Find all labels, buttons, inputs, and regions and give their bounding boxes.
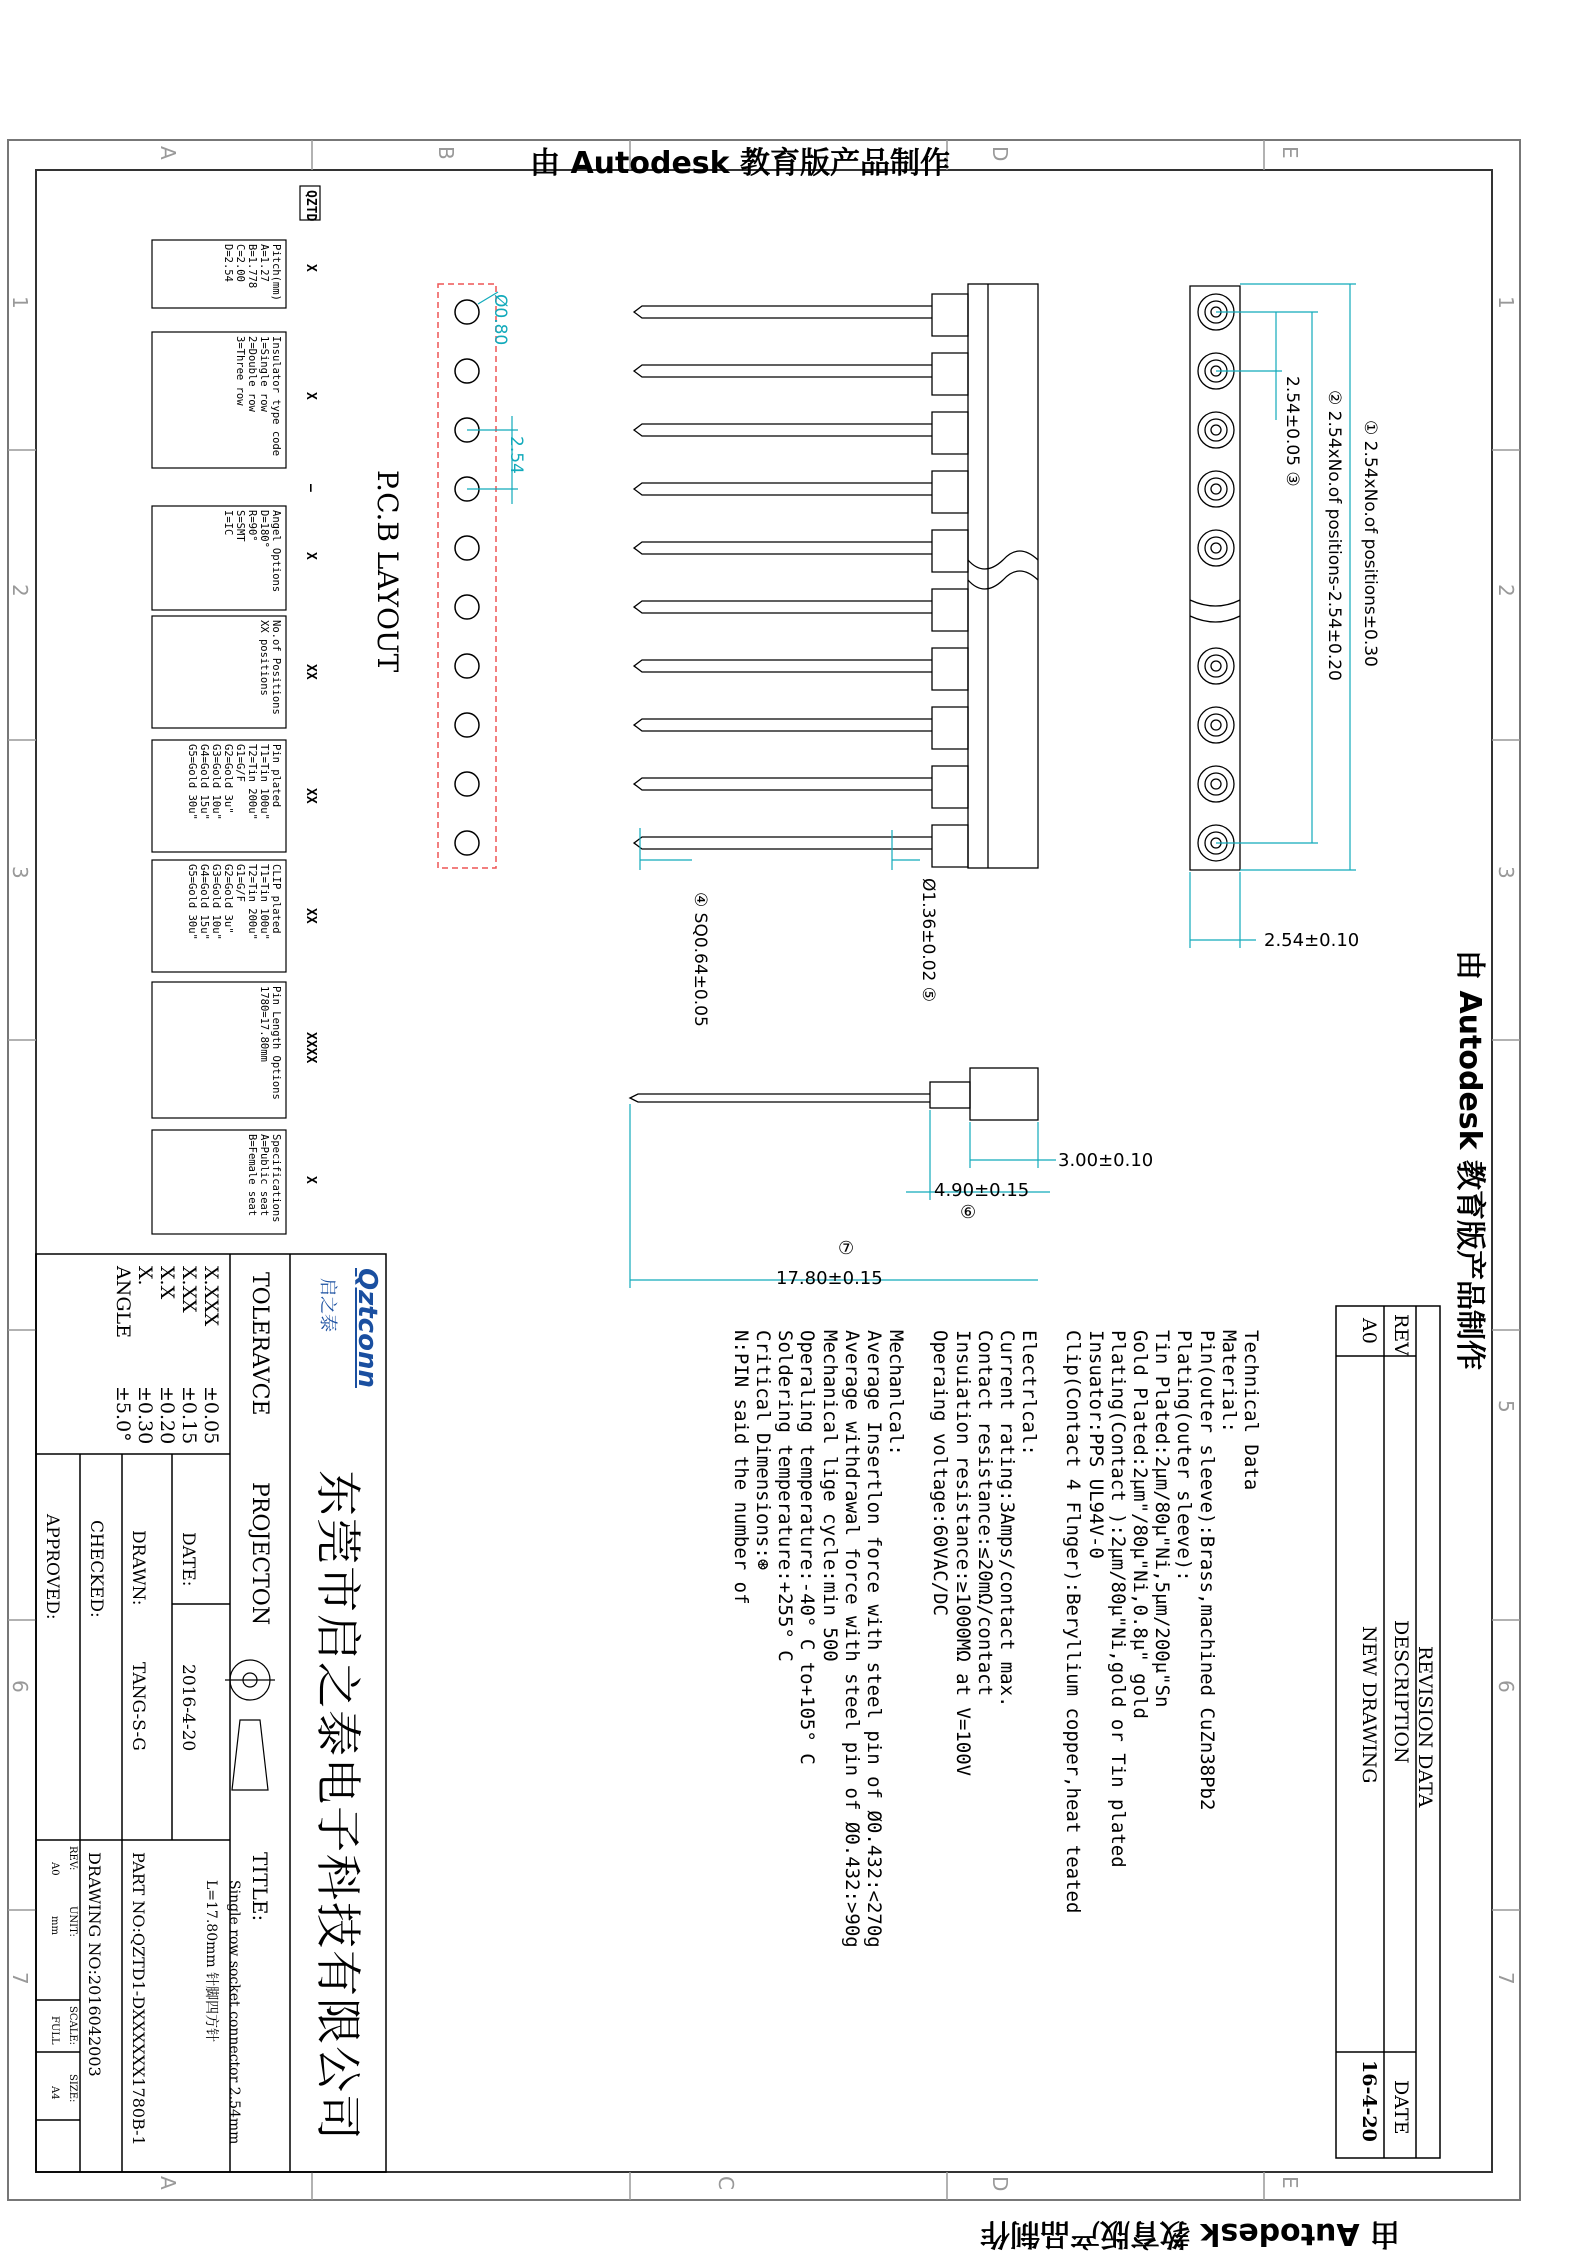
size-value: A4 (49, 2086, 60, 2100)
col-label-a: A (156, 146, 180, 160)
pcb-hole (455, 654, 479, 678)
tech-line: Soldering temperature:+255° C (774, 1330, 797, 1662)
tech-line: Average withdrawal force with steel pin of Ø0.432:>90g (840, 1330, 863, 1948)
rev-value: A0 (49, 1862, 60, 1876)
tech-line (1040, 1330, 1062, 1948)
part-number: PART NO:QZTD1-DXXXXXX1780B-1 (129, 1852, 148, 2146)
side-pin (634, 353, 968, 395)
pcb-pitch: 2.54 (506, 436, 526, 474)
scale-label: SCALE: (67, 2006, 78, 2046)
side-pin (634, 471, 968, 513)
top-contact (1198, 471, 1234, 507)
pcb-hole (455, 831, 479, 855)
tech-line: Contact resistance:≤20mΩ/contact (973, 1330, 996, 1697)
revision-header-description: DESCRIPTION (1390, 1620, 1412, 1764)
single-pin (630, 1068, 1038, 1120)
date-value: 2016-4-20 (178, 1664, 198, 1752)
dim-17-80: 17.80±0.15 (776, 1268, 883, 1289)
code-clip-box: CLIP plated T1=Tin 100u" T2=Tin 200u" G1=G/F G2=Gold 3u" G3=Gold 10u" G4=Gold 15u" G5=Gold 30u" (186, 864, 282, 940)
tolerance-table (112, 1266, 222, 1444)
tech-line: Plating(outer sleeve): (1173, 1330, 1196, 1582)
dim-3-00: 3.00±0.10 (1058, 1150, 1154, 1171)
company-logo: Qztconn (352, 1268, 382, 1388)
dim-4: ④ SQ0.64±0.05 (690, 892, 710, 1027)
code-row-x: X (303, 392, 318, 400)
dim-6-marker: ⑥ (960, 1202, 977, 1223)
code-length-xxxx: XXXX (303, 1032, 318, 1064)
row-label-6: 6 (8, 1680, 32, 1693)
tech-line: Operaing voltage:60VAC/DC (929, 1330, 952, 1616)
rev-label: REV: (67, 1846, 78, 1871)
size-label: SIZE: (67, 2074, 78, 2103)
tolerance-label: TOLERAVCE (247, 1272, 272, 1416)
side-pin (634, 294, 968, 336)
tech-line: Technical Data (1240, 1330, 1262, 1491)
tech-line: Operaling temperature:-40° C to+105° C (796, 1330, 819, 1765)
company-name: 东莞市启之泰电子科技有限公司 (311, 1470, 365, 2142)
row-label-3-right: 3 (1494, 866, 1518, 879)
dim-1: ① 2.54xNo.of positions±0.30 (1360, 420, 1380, 667)
col-label-a-bottom: A (156, 2176, 180, 2190)
col-label-b: B (434, 146, 458, 160)
tech-line: Insuator:PPS UL94V-0 (1084, 1330, 1107, 1559)
unit-value: mm (49, 1916, 60, 1935)
tech-line: Pin(outer sleeve):Brass,machined CuZn38Pb2 (1195, 1330, 1218, 1811)
drawing-number: DRAWING NO:2016042003 (85, 1852, 104, 2077)
code-length-box: Pin Length Options 1780=17.80mm (258, 986, 282, 1100)
col-label-e-bottom: E (1278, 2176, 1302, 2189)
pcb-holes (455, 300, 479, 855)
col-label-d-bottom: D (988, 2176, 1012, 2192)
row-label-1-right: 1 (1494, 296, 1518, 309)
watermark-top: 由 Autodesk 教育版产品制作 (530, 146, 951, 181)
code-pitch-x: X (303, 264, 318, 272)
pcb-hole (455, 536, 479, 560)
tech-line: Electrlcal: (1018, 1330, 1041, 1456)
code-spec-box: Specifications A=Public seat B=Female seat (246, 1134, 282, 1223)
technical-data (730, 1330, 1262, 1948)
code-header: QZTD (303, 190, 318, 222)
pin-row (634, 294, 968, 867)
pcb-hole (455, 772, 479, 796)
top-contact (1198, 766, 1234, 802)
projection-symbol (225, 1660, 275, 1790)
tolerance-row: X.X±0.20 (156, 1266, 178, 1445)
dim-2: ② 2.54xNo.of positions-2.54±0.20 (1324, 390, 1344, 681)
company-logo-cn: 启之泰 (317, 1278, 338, 1332)
checked-label: CHECKED: (86, 1520, 106, 1618)
drawn-value: TANG-S-G (128, 1662, 148, 1751)
side-pin (634, 825, 968, 867)
watermark-left (0, 1420, 2, 1840)
title-label: TITLE: (248, 1852, 272, 1922)
drawn-label: DRAWN: (128, 1530, 148, 1606)
tolerance-row: X.XXX±0.05 (200, 1266, 222, 1445)
dim-width: 2.54±0.10 (1264, 930, 1360, 951)
tech-line: Clip(Contact 4 Flnger):Beryllium copper,heat teated (1062, 1330, 1085, 1914)
tech-line: Insuiation resistance:≥1000MΩ at V=100V (951, 1330, 974, 1777)
col-label-c-bottom: C (714, 2176, 738, 2190)
tech-line: Material: (1217, 1330, 1240, 1433)
side-pin (634, 648, 968, 690)
projection-label: PROJECTON (247, 1482, 272, 1626)
col-label-e: E (1278, 146, 1302, 159)
tech-line: Plating(Contact ):2μm/80μ"Ni,gold or Tin plated (1106, 1330, 1129, 1868)
revision-header-date: DATE (1390, 2080, 1412, 2135)
pcb-hole (455, 300, 479, 324)
dim-3: 2.54±0.05 ③ (1282, 376, 1302, 487)
code-spec-x: X (303, 1176, 318, 1184)
row-label-6-right: 6 (1494, 1680, 1518, 1693)
revision-rev: A0 (1358, 1318, 1380, 1344)
row-label-1: 1 (8, 296, 32, 309)
code-angle-x: X (303, 552, 318, 560)
code-clip-xx: XX (303, 908, 318, 924)
code-angle-box: Angel Options D=180° R=90° S=SMT I=IC (222, 510, 282, 593)
tech-line: Mechanical lige cycle:min 500 (818, 1330, 841, 1662)
code-positions-xx: XX (303, 664, 318, 680)
dim-7-marker: ⑦ (838, 1238, 855, 1259)
dim-4-90: 4.90±0.15 (934, 1180, 1030, 1201)
scale-value: FULL (49, 2016, 60, 2045)
tech-line: Current rating:3Amps/contact max. (995, 1330, 1018, 1708)
code-row-box: Insulator type code 1=Single row 2=Double row 3=Three row (234, 336, 282, 457)
date-label: DATE: (178, 1532, 198, 1587)
code-positions-box: No.of Positions XX positions (258, 620, 282, 715)
row-label-2-right: 2 (1494, 584, 1518, 597)
side-pin (634, 412, 968, 454)
watermark-right: 由 Autodesk 教育版产品制作 (1452, 950, 1487, 1371)
code-dash: — (303, 484, 318, 492)
side-pin (634, 589, 968, 631)
row-label-7-right: 7 (1494, 1972, 1518, 1985)
revision-header-rev: REV (1390, 1314, 1412, 1356)
tech-line: Mechanlcal: (885, 1330, 908, 1456)
code-pitch-box: Pitch(mm) A=1.27 B=1.778 C=2.00 D=2.54 (222, 244, 282, 301)
tolerance-row: X.XX±0.15 (178, 1266, 200, 1445)
tech-line: Gold Plated:2μm"/80μ"Ni,0.8μ" gold (1128, 1330, 1151, 1719)
pcb-hole-diameter: Ø0.80 (490, 294, 510, 346)
top-contact (1198, 648, 1234, 684)
top-contacts (1198, 294, 1234, 861)
pcb-hole (455, 595, 479, 619)
top-contact (1198, 530, 1234, 566)
title-line-1: Single row socket connector 2.54mm (226, 1880, 242, 2145)
code-pin-xx: XX (303, 788, 318, 804)
revision-date: 16-4-20 (1358, 2060, 1380, 2142)
top-contact (1198, 412, 1234, 448)
revision-description: NEW DRAWING (1358, 1626, 1380, 1784)
pcb-outline (438, 284, 496, 868)
row-label-5-right: 5 (1494, 1400, 1518, 1413)
pcb-title: P.C.B LAYOUT (371, 470, 404, 673)
unit-label: UNIT: (67, 1906, 78, 1937)
side-pin (634, 766, 968, 808)
watermark-bottom: 由 Autodesk 教育版产品制作 (980, 2216, 1401, 2251)
side-pin (634, 707, 968, 749)
col-label-d: D (988, 146, 1012, 162)
side-pin (634, 530, 968, 572)
tech-line (907, 1330, 929, 1948)
tech-line: Tin Plated:2μm/80μ"Ni,5μm/200μ"Sn (1151, 1330, 1174, 1708)
top-contact (1198, 707, 1234, 743)
row-label-2: 2 (8, 584, 32, 597)
dim-5: Ø1.36±0.02 ⑤ (918, 878, 938, 1002)
revision-title: REVISION DATA (1414, 1646, 1436, 1808)
tech-line: Average Insertlon force with steel pin of Ø0.432:<270g (862, 1330, 885, 1948)
top-view (1190, 286, 1240, 870)
side-view (634, 284, 1038, 868)
code-pin-box: Pin plated T1=Tin 100u" T2=Tin 200u" G1=G/F G2=Gold 3u" G3=Gold 10u" G4=Gold 15u" G5=Gold 30u" (186, 744, 282, 820)
title-line-2: L=17.80mm 针脚四方针 (203, 1880, 219, 2043)
tolerance-row: ANGLE±5.0° (112, 1266, 134, 1442)
approved-label: APPROVED: (42, 1514, 62, 1620)
row-label-7: 7 (8, 1972, 32, 1985)
tech-line: N:PIN said the number of (729, 1330, 752, 1605)
row-label-3: 3 (8, 866, 32, 879)
tolerance-row: X.±0.30 (134, 1266, 156, 1445)
tech-line: Critical Dimensions:⊛ (751, 1330, 774, 1571)
pcb-hole (455, 359, 479, 383)
pcb-hole (455, 713, 479, 737)
